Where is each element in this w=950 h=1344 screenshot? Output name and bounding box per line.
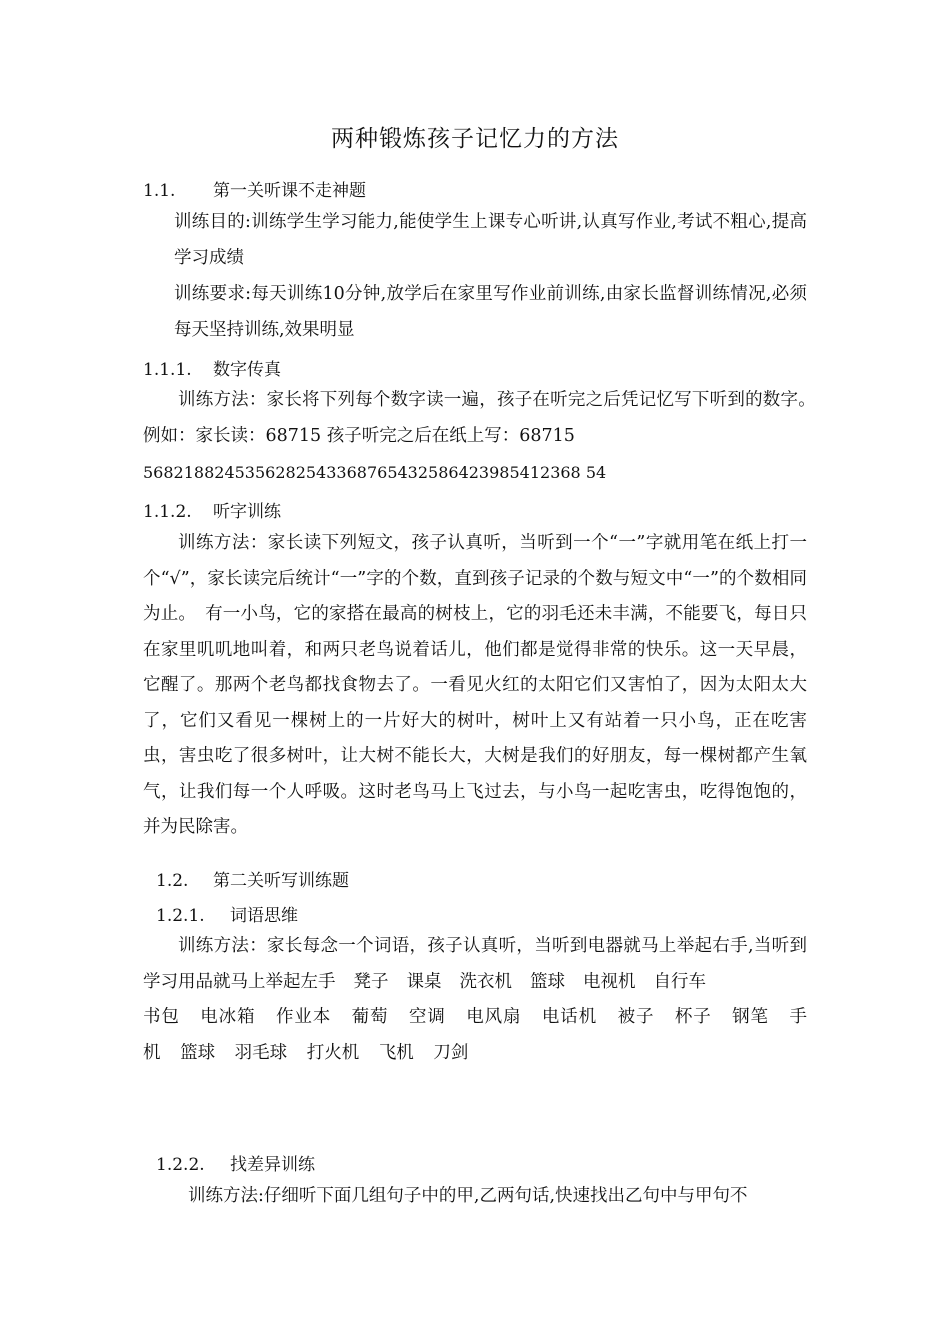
word-item: 打火机 (306, 1042, 360, 1063)
heading-number: 1.1. (143, 181, 176, 201)
heading-number: 1.1.1. (143, 360, 192, 380)
word-item: 自行车 (653, 971, 706, 992)
word-item: 课桌 (406, 971, 442, 992)
word-item: 篮球 (180, 1042, 216, 1063)
heading-1-2 (156, 866, 349, 891)
word-item: 篮球 (530, 971, 565, 992)
word-item: 杯子 (674, 1007, 712, 1027)
word-item: 书包 (143, 1007, 180, 1027)
word-item: 电视机 (583, 971, 636, 992)
word-item: 电风扇 (466, 1007, 522, 1027)
word-item: 洗衣机 (459, 971, 512, 992)
training-purpose: 训练目的:训练学生学习能力,能使学生上课专心听讲,认真写作业,考试不粗心,提高学习成绩 (174, 212, 807, 268)
heading-number: 1.2.2. (156, 1155, 205, 1175)
word-item: 作业本 (275, 1007, 332, 1027)
heading-1-1 (143, 176, 366, 201)
difference-method: 训练方法:仔细听下面几组句子中的甲,乙两句话,快速找出乙句中与甲句不 (188, 1186, 748, 1206)
word-item: 羽毛球 (234, 1042, 288, 1063)
heading-text: 词语思维 (230, 906, 298, 926)
digit-method: 训练方法：家长将下列每个数字读一遍，孩子在听完之后凭记忆写下听到的数字。 例如：家长读：68715 孩子听完之后在纸上写：68715 (143, 390, 825, 446)
digit-sequence: 5682188245356282543368765432586423985412368 54 (143, 463, 607, 482)
training-requirement: 训练要求:每天训练10分钟,放学后在家里写作业前训练,由家长监督训练情况,必须每天坚持训练,效果明显 (174, 284, 807, 340)
word-item: 被子 (617, 1007, 655, 1027)
word-item: 凳子 (353, 971, 389, 992)
word-item: 刀剑 (433, 1042, 469, 1063)
heading-1-2-1 (156, 901, 298, 926)
heading-text: 听字训练 (213, 502, 281, 522)
heading-number: 1.2.1. (156, 906, 205, 926)
heading-text: 第二关听写训练题 (213, 871, 349, 891)
document-title: 两种锻炼孩子记忆力的方法 (331, 126, 619, 152)
heading-text: 第一关听课不走神题 (213, 181, 366, 201)
word-item: 葡萄 (351, 1007, 389, 1027)
heading-text: 数字传真 (213, 360, 281, 380)
heading-number: 1.2. (156, 871, 189, 891)
word-item: 手机 (143, 1007, 807, 1063)
heading-1-1-1 (143, 355, 281, 380)
heading-number: 1.1.2. (143, 502, 192, 522)
word-item: 电冰箱 (200, 1007, 256, 1027)
heading-text: 找差异训练 (230, 1155, 315, 1175)
word-item: 飞机 (378, 1042, 414, 1063)
heading-1-1-2 (143, 497, 281, 522)
word-item: 空调 (408, 1007, 446, 1027)
word-method: 训练方法：家长每念一个词语，孩子认真听，当听到电器就马上举起右手,当听到学习用品就马上举起左手 凳子 课桌 洗衣机 篮球 电视机 自行车 (143, 936, 807, 992)
word-item: 电话机 (541, 1007, 598, 1027)
listening-method-and-story: 训练方法：家长读下列短文，孩子认真听，当听到一个“一”字就用笔在纸上打一个“√”，家长读完后统计“一”字的个数，直到孩子记录的个数与短文中“一”的个数相同为止。 有一小鸟，它的家搭在最高的树枝上，它的羽毛还未丰满，不能要飞，每日只在家里叽叽地叫着，和两只老鸟说着话儿，他们都是觉得非常的快乐。这一天早晨，它醒了。那两个老鸟都找食物去了。一看见火红的太阳它们又害怕了，因为太阳太大了，它们又看见一棵树上的一片好大的树叶，树叶上又有站着一只小鸟，正在吃害虫，害虫吃了很多树叶，让大树不能长大，大树是我们的好朋友，每一棵树都产生氧气，让我们每一个人呼吸。这时老鸟马上飞过去，与小鸟一起吃害虫，吃得饱饱的，并为民除害。 (143, 533, 807, 837)
heading-1-2-2 (156, 1150, 315, 1175)
word-list (143, 1000, 807, 1071)
word-item: 钢笔 (732, 1007, 769, 1027)
